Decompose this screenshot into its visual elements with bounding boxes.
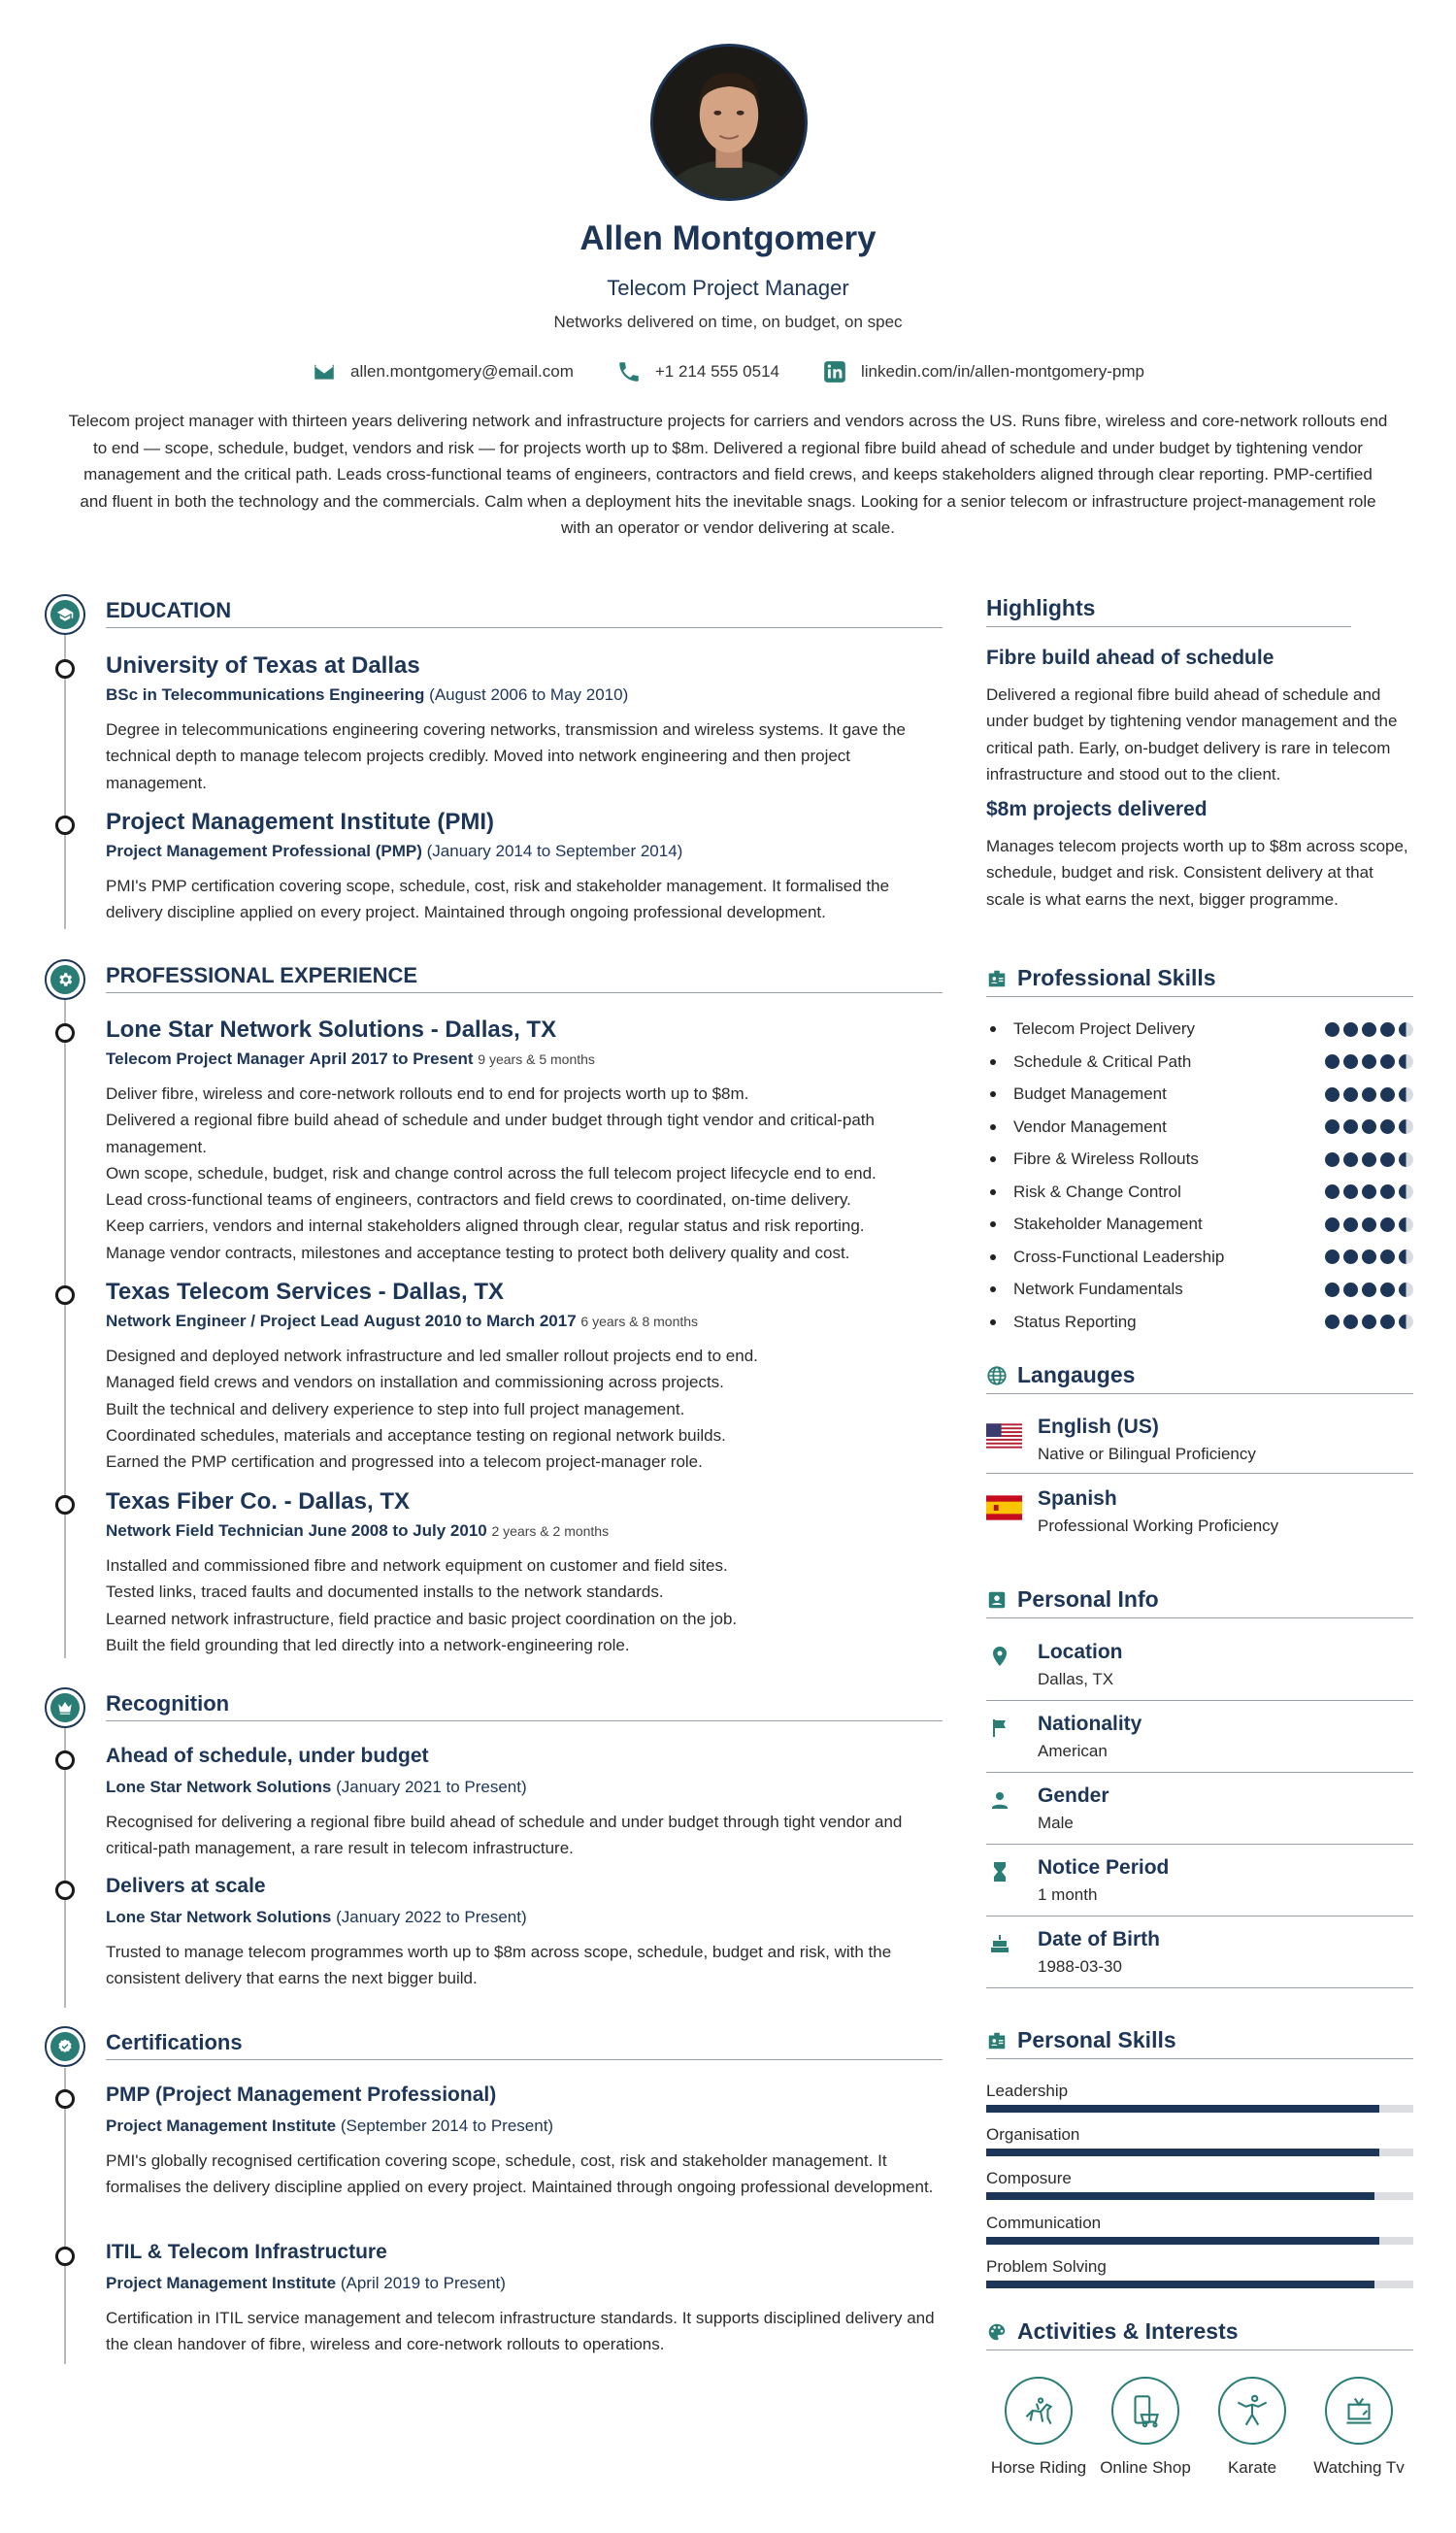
personal-skill-name: Communication xyxy=(986,2213,1102,2232)
interest-label: Karate xyxy=(1227,2458,1277,2477)
recognition-org: Lone Star Network Solutions xyxy=(106,1778,332,1796)
professional-skill-row xyxy=(986,1309,1413,1336)
rating-dot xyxy=(1362,1250,1376,1264)
education-dates: (August 2006 to May 2010) xyxy=(429,685,629,704)
person-icon xyxy=(988,1788,1011,1812)
personal-skill xyxy=(986,2125,1413,2156)
experience-bullet: Manage vendor contracts, milestones and acceptance testing to protect both delivery quality and cost. xyxy=(106,1243,850,1262)
timeline-line-certifications xyxy=(64,2068,66,2364)
timeline-dot xyxy=(55,816,75,835)
tv-icon xyxy=(1339,2390,1379,2431)
education-entry xyxy=(106,809,943,926)
professional-skill-name: Schedule & Critical Path xyxy=(1013,1051,1192,1071)
skill-bar-fill xyxy=(986,2192,1374,2200)
rating-dot xyxy=(1380,1022,1395,1037)
experience-role: Telecom Project Manager xyxy=(106,1050,305,1068)
rating-dot xyxy=(1399,1250,1413,1264)
skill-bar-fill xyxy=(986,2281,1374,2288)
bullet xyxy=(990,1221,996,1227)
gear-icon xyxy=(56,971,74,988)
recognition-entry xyxy=(106,1745,943,1862)
personal-info-value: Male xyxy=(1038,1814,1074,1832)
experience-entry xyxy=(106,1488,943,1658)
rating-dot xyxy=(1325,1250,1340,1264)
experience-bullet: Learned network infrastructure, field practice and basic project coordination on the job. xyxy=(106,1609,738,1628)
rating-dot xyxy=(1343,1022,1358,1037)
personal-skill-name: Leadership xyxy=(986,2082,1069,2100)
professional-skill-row xyxy=(986,1244,1413,1271)
bullet xyxy=(990,1286,996,1292)
experience-title: PROFESSIONAL EXPERIENCE xyxy=(106,963,943,993)
email-icon xyxy=(312,359,337,384)
certification-title: PMP (Project Management Professional) xyxy=(106,2083,497,2106)
rating-dot xyxy=(1362,1152,1376,1167)
language-name: English (US) xyxy=(1038,1416,1159,1438)
rating-dot xyxy=(1399,1087,1413,1102)
recognition-dates: (January 2021 to Present) xyxy=(336,1778,527,1796)
rating-dot xyxy=(1380,1087,1395,1102)
professional-skill-name: Risk & Change Control xyxy=(1013,1182,1181,1201)
education-degree: Project Management Professional (PMP) xyxy=(106,842,422,860)
professional-skill-name: Stakeholder Management xyxy=(1013,1215,1203,1233)
education-description: PMI's PMP certification covering scope, schedule, cost, risk and stakeholder management. It formalised the delivery discipline applied on every project. Maintained through ongoing professional development. xyxy=(106,877,890,922)
rating-dot xyxy=(1399,1054,1413,1069)
certification-description: Certification in ITIL service management and telecom infrastructure standards. It supports disciplined delivery and the clean handover of fibre, wireless and core-network rollouts to operations. xyxy=(106,2309,935,2354)
linkedin-icon xyxy=(822,359,847,384)
rating-dot xyxy=(1380,1315,1395,1329)
bullet xyxy=(990,1254,996,1260)
rating-dot xyxy=(1325,1184,1340,1199)
language-level: Native or Bilingual Proficiency xyxy=(1038,1445,1256,1463)
contact-bar xyxy=(0,359,1456,384)
interest-label: Online Shop xyxy=(1100,2458,1191,2477)
rating-dot xyxy=(1362,1087,1376,1102)
rating-dot xyxy=(1399,1217,1413,1232)
experience-role: Network Engineer / Project Lead xyxy=(106,1312,359,1330)
candidate-name: Allen Montgomery xyxy=(579,219,877,257)
personal-skill-name: Organisation xyxy=(986,2125,1080,2145)
professional-skill-name: Vendor Management xyxy=(1013,1117,1167,1136)
skill-rating xyxy=(1325,1022,1413,1037)
crown-icon xyxy=(56,1699,74,1716)
skill-rating xyxy=(1325,1250,1413,1264)
experience-dates: August 2010 to March 2017 xyxy=(363,1312,577,1330)
certifications-section-icon xyxy=(45,2026,85,2067)
personal-skill xyxy=(986,2257,1413,2288)
rating-dot xyxy=(1380,1217,1395,1232)
experience-bullet: Own scope, schedule, budget, risk and change control across the full telecom project lifecycle end to end. xyxy=(106,1163,877,1183)
education-section-icon xyxy=(45,594,85,635)
timeline-dot xyxy=(55,1285,75,1305)
professional-skill-name: Telecom Project Delivery xyxy=(1013,1019,1196,1038)
bullet xyxy=(990,1156,996,1162)
personal-info-label: Date of Birth xyxy=(1038,1928,1160,1950)
personal-info-label: Nationality xyxy=(1038,1713,1142,1735)
rating-dot xyxy=(1325,1054,1340,1069)
certification-title: ITIL & Telecom Infrastructure xyxy=(106,2241,387,2263)
personal-info-label: Location xyxy=(1038,1641,1123,1663)
education-degree: BSc in Telecommunications Engineering xyxy=(106,685,425,704)
rating-dot xyxy=(1343,1250,1358,1264)
contact-card-icon xyxy=(986,1589,1008,1611)
personal-info-location xyxy=(986,1637,1413,1701)
skill-rating xyxy=(1325,1184,1413,1199)
interests-title-text: Activities & Interests xyxy=(1017,2318,1239,2344)
skill-bar-fill xyxy=(986,2237,1379,2245)
personal-info-label: Gender xyxy=(1038,1784,1109,1807)
personal-skill xyxy=(986,2169,1413,2200)
interest-label: Horse Riding xyxy=(990,2458,1087,2477)
rating-dot xyxy=(1399,1315,1413,1329)
rating-dot xyxy=(1380,1283,1395,1297)
experience-entry xyxy=(106,1279,943,1475)
professional-skill-name: Fibre & Wireless Rollouts xyxy=(1013,1150,1199,1168)
certification-dates: (April 2019 to Present) xyxy=(340,2274,506,2292)
highlight-title: Fibre build ahead of schedule xyxy=(986,647,1274,669)
professional-skill-row xyxy=(986,1049,1413,1076)
experience-bullet: Coordinated schedules, materials and acceptance testing on regional network builds. xyxy=(106,1425,726,1445)
experience-bullets xyxy=(106,1081,943,1266)
timeline-line-experience xyxy=(64,998,66,1658)
rating-dot xyxy=(1399,1184,1413,1199)
professional-skill-name: Network Fundamentals xyxy=(1013,1280,1183,1298)
highlight-description: Manages telecom projects worth up to $8m across scope, schedule, budget and risk. Consistent delivery at that scale is what earns the next, bigger programme. xyxy=(986,837,1408,909)
rating-dot xyxy=(1399,1119,1413,1134)
professional-skills-title-text: Professional Skills xyxy=(1017,965,1216,990)
personal-skill-name: Problem Solving xyxy=(986,2256,1107,2276)
personal-info-nationality xyxy=(986,1709,1413,1773)
professional-skill-name: Budget Management xyxy=(1013,1084,1167,1103)
phone-text: +1 214 555 0514 xyxy=(654,362,779,381)
skill-rating xyxy=(1325,1054,1413,1069)
language-item xyxy=(986,1410,1413,1474)
experience-bullets xyxy=(106,1343,943,1475)
education-entry xyxy=(106,652,943,796)
certification-org: Project Management Institute xyxy=(106,2116,337,2135)
experience-bullet: Managed field crews and vendors on installation and commissioning across projects. xyxy=(106,1373,724,1392)
language-level: Professional Working Proficiency xyxy=(1038,1516,1279,1535)
rating-dot xyxy=(1362,1022,1376,1037)
experience-duration: 6 years & 8 months xyxy=(580,1314,699,1329)
rating-dot xyxy=(1399,1283,1413,1297)
rating-dot xyxy=(1325,1217,1340,1232)
interest-horse-riding xyxy=(980,2377,1097,2478)
us-flag-icon xyxy=(986,1423,1022,1449)
highlight-title: $8m projects delivered xyxy=(986,798,1208,820)
experience-dates: April 2017 to Present xyxy=(309,1050,474,1068)
rating-dot xyxy=(1343,1283,1358,1297)
education-org: University of Texas at Dallas xyxy=(106,652,420,679)
education-org: Project Management Institute (PMI) xyxy=(106,809,495,835)
rating-dot xyxy=(1362,1119,1376,1134)
personal-info-title-text: Personal Info xyxy=(1017,1586,1159,1612)
horse-riding-icon xyxy=(1018,2390,1059,2431)
timeline-dot xyxy=(55,2247,75,2266)
skill-bar xyxy=(986,2237,1413,2245)
education-title: EDUCATION xyxy=(106,598,943,628)
professional-skill-row xyxy=(986,1146,1413,1173)
rating-dot xyxy=(1343,1184,1358,1199)
rating-dot xyxy=(1362,1184,1376,1199)
bullet xyxy=(990,1319,996,1325)
bullet xyxy=(990,1091,996,1097)
certification-entry xyxy=(106,2083,943,2201)
recognition-item-title: Ahead of schedule, under budget xyxy=(106,1745,429,1767)
certification-entry xyxy=(106,2241,943,2358)
experience-org: Texas Fiber Co. - Dallas, TX xyxy=(106,1488,410,1515)
badge-check-icon xyxy=(56,2038,74,2055)
phone-icon xyxy=(616,359,642,384)
language-name: Spanish xyxy=(1038,1487,1117,1510)
rating-dot xyxy=(1380,1184,1395,1199)
rating-dot xyxy=(1325,1315,1340,1329)
experience-bullet: Built the technical and delivery experience to step into full project management. xyxy=(106,1399,685,1418)
professional-skill-name: Status Reporting xyxy=(1013,1312,1137,1331)
personal-info-value: 1988-03-30 xyxy=(1038,1957,1122,1976)
rating-dot xyxy=(1362,1315,1376,1329)
personal-skills-title xyxy=(986,2027,1413,2059)
skill-rating xyxy=(1325,1087,1413,1102)
rating-dot xyxy=(1325,1119,1340,1134)
interest-label: Watching Tv xyxy=(1313,2458,1405,2477)
interest-online-shop xyxy=(1087,2377,1204,2478)
interests-title xyxy=(986,2318,1413,2350)
profile-summary: Telecom project manager with thirteen years delivering network and infrastructure projects for carriers and vendors across the US. Runs fibre, wireless and core-network rollouts end to end — scope, schedule, budget, vendors and risk — for projects worth up to $8m. Delivered a regional fibre build ahead of schedule and under budget by tightening vendor management and the critical path. Leads cross-functional teams of engineers, contractors and field crews, and keeps stakeholders aligned through clear reporting. PMP-certified and fluent in both the technology and the commercials. Calm when a deployment hits the inevitable snags. Looking for a senior telecom or infrastructure project-management role with an operator or vendor delivering at scale. xyxy=(68,412,1388,537)
rating-dot xyxy=(1343,1087,1358,1102)
personal-info-value: American xyxy=(1038,1742,1108,1760)
experience-duration: 9 years & 5 months xyxy=(478,1051,595,1067)
online-shop-icon xyxy=(1125,2390,1166,2431)
skill-bar-fill xyxy=(986,2149,1379,2156)
personal-info-label: Notice Period xyxy=(1038,1856,1170,1879)
language-item xyxy=(986,1482,1413,1546)
rating-dot xyxy=(1343,1054,1358,1069)
spain-flag-icon xyxy=(986,1495,1022,1520)
hourglass-icon xyxy=(988,1860,1011,1883)
rating-dot xyxy=(1362,1217,1376,1232)
education-description: Degree in telecommunications engineering covering networks, transmission and wireless systems. It gave the technical depth to manage telecom projects credibly. Moved into network engineering and then project management. xyxy=(106,720,906,792)
timeline-dot xyxy=(55,1881,75,1900)
personal-skill xyxy=(986,2082,1413,2113)
personal-info-value: 1 month xyxy=(1038,1885,1098,1904)
recognition-title: Recognition xyxy=(106,1691,943,1721)
professional-skills-title xyxy=(986,965,1413,997)
personal-skills-title-text: Personal Skills xyxy=(1017,2027,1176,2052)
bullet xyxy=(990,1059,996,1065)
experience-org: Texas Telecom Services - Dallas, TX xyxy=(106,1279,504,1305)
timeline-dot xyxy=(55,1495,75,1515)
skill-rating xyxy=(1325,1119,1413,1134)
languages-title-text: Langauges xyxy=(1017,1362,1136,1387)
experience-bullet: Lead cross-functional teams of engineers, contractors and field crews to coordinated, on-time delivery. xyxy=(106,1190,851,1210)
skill-bar xyxy=(986,2105,1413,2113)
email-text: allen.montgomery@email.com xyxy=(350,362,574,381)
recognition-section-icon xyxy=(45,1687,85,1728)
skill-bar xyxy=(986,2149,1413,2156)
professional-skill-name: Cross-Functional Leadership xyxy=(1013,1247,1225,1266)
highlights-title-text: Highlights xyxy=(986,595,1096,620)
highlight-description: Delivered a regional fibre build ahead of schedule and under budget by tightening vendor management and the critical path. Early, on-budget delivery is rare in telecom infrastructure and stood out to the client. xyxy=(986,685,1398,783)
personal-info-value: Dallas, TX xyxy=(1038,1670,1114,1688)
personal-info-date-of-birth xyxy=(986,1924,1413,1988)
rating-dot xyxy=(1343,1315,1358,1329)
personal-info-notice-period xyxy=(986,1852,1413,1916)
skill-bar xyxy=(986,2192,1413,2200)
professional-skill-row xyxy=(986,1179,1413,1206)
rating-dot xyxy=(1380,1152,1395,1167)
experience-entry xyxy=(106,1017,943,1266)
professional-skill-row xyxy=(986,1211,1413,1238)
personal-skill-name: Composure xyxy=(986,2169,1072,2188)
skill-rating xyxy=(1325,1283,1413,1297)
certifications-title: Certifications xyxy=(106,2030,943,2060)
experience-bullet: Earned the PMP certification and progressed into a telecom project-manager role. xyxy=(106,1452,703,1472)
profile-photo xyxy=(650,44,808,201)
karate-icon xyxy=(1232,2390,1273,2431)
experience-bullet: Tested links, traced faults and documented installs to the network standards. xyxy=(106,1583,664,1602)
rating-dot xyxy=(1380,1054,1395,1069)
cake-icon xyxy=(988,1932,1011,1955)
experience-duration: 2 years & 2 months xyxy=(491,1523,610,1539)
contact-linkedin[interactable] xyxy=(822,359,1144,384)
bullet xyxy=(990,1189,996,1195)
experience-bullet: Deliver fibre, wireless and core-network rollouts end to end for projects worth up to $8m. xyxy=(106,1084,749,1103)
skill-bar-fill xyxy=(986,2105,1379,2113)
contact-phone[interactable] xyxy=(616,359,779,384)
flag-icon xyxy=(988,1716,1011,1740)
rating-dot xyxy=(1399,1152,1413,1167)
recognition-org: Lone Star Network Solutions xyxy=(106,1908,332,1926)
education-dates: (January 2014 to September 2014) xyxy=(426,842,683,860)
rating-dot xyxy=(1325,1283,1340,1297)
certification-dates: (September 2014 to Present) xyxy=(340,2116,554,2135)
rating-dot xyxy=(1325,1022,1340,1037)
personal-info-title xyxy=(986,1586,1413,1618)
skill-bar xyxy=(986,2281,1413,2288)
timeline-dot xyxy=(55,1023,75,1043)
experience-bullet: Delivered a regional fibre build ahead of schedule and under budget through tight vendor and critical-path management. xyxy=(106,1111,875,1156)
experience-bullet: Installed and commissioned fibre and network equipment on customer and field sites. xyxy=(106,1556,728,1575)
experience-bullet: Keep carriers, vendors and internal stakeholders aligned through clear, regular status and risk reporting. xyxy=(106,1217,865,1236)
professional-skill-row xyxy=(986,1081,1413,1108)
globe-icon xyxy=(986,1365,1008,1386)
recognition-description: Trusted to manage telecom programmes worth up to $8m across scope, schedule, budget and risk, with the consistent delivery that earns the next bigger build. xyxy=(106,1943,892,1988)
personal-info-gender xyxy=(986,1781,1413,1845)
candidate-tagline: Networks delivered on time, on budget, on spec xyxy=(553,313,903,331)
location-pin-icon xyxy=(988,1645,1011,1668)
graduation-cap-icon xyxy=(56,606,74,623)
professional-skill-row xyxy=(986,1016,1413,1043)
skill-rating xyxy=(1325,1152,1413,1167)
certification-org: Project Management Institute xyxy=(106,2274,337,2292)
experience-section-icon xyxy=(45,959,85,1000)
rating-dot xyxy=(1343,1217,1358,1232)
rating-dot xyxy=(1343,1152,1358,1167)
interest-karate xyxy=(1194,2377,1310,2478)
linkedin-text: linkedin.com/in/allen-montgomery-pmp xyxy=(860,362,1144,381)
rating-dot xyxy=(1343,1119,1358,1134)
experience-bullet: Built the field grounding that led directly into a network-engineering role. xyxy=(106,1635,630,1654)
experience-role: Network Field Technician xyxy=(106,1521,304,1540)
id-badge-icon xyxy=(986,2030,1008,2051)
skill-rating xyxy=(1325,1217,1413,1232)
contact-email[interactable] xyxy=(312,359,574,384)
professional-skill-row xyxy=(986,1114,1413,1141)
timeline-dot xyxy=(55,1750,75,1770)
recognition-item-title: Delivers at scale xyxy=(106,1875,266,1897)
recognition-description: Recognised for delivering a regional fibre build ahead of schedule and under budget through tight vendor and critical-path management, a rare result in telecom infrastructure. xyxy=(106,1813,903,1858)
bullet xyxy=(990,1124,996,1130)
languages-title xyxy=(986,1362,1413,1394)
rating-dot xyxy=(1399,1022,1413,1037)
timeline-dot xyxy=(55,659,75,679)
certification-description: PMI's globally recognised certification covering scope, schedule, cost, risk and stakeholder management. It formalises the delivery discipline applied on every project. Maintained through ongoing professional development. xyxy=(106,2151,934,2197)
rating-dot xyxy=(1325,1152,1340,1167)
recognition-dates: (January 2022 to Present) xyxy=(336,1908,527,1926)
highlights-title xyxy=(986,595,1351,627)
rating-dot xyxy=(1362,1054,1376,1069)
rating-dot xyxy=(1380,1250,1395,1264)
rating-dot xyxy=(1362,1283,1376,1297)
rating-dot xyxy=(1380,1119,1395,1134)
experience-org: Lone Star Network Solutions - Dallas, TX xyxy=(106,1017,557,1043)
experience-dates: June 2008 to July 2010 xyxy=(308,1521,487,1540)
professional-skill-row xyxy=(986,1276,1413,1303)
rating-dot xyxy=(1325,1087,1340,1102)
skill-rating xyxy=(1325,1315,1413,1329)
interest-watching-tv xyxy=(1301,2377,1417,2478)
bullet xyxy=(990,1026,996,1032)
experience-bullets xyxy=(106,1552,943,1658)
experience-bullet: Designed and deployed network infrastructure and led smaller rollout projects end to end. xyxy=(106,1347,758,1365)
id-badge-icon xyxy=(986,968,1008,989)
personal-skill xyxy=(986,2214,1413,2245)
timeline-dot xyxy=(55,2089,75,2109)
candidate-role: Telecom Project Manager xyxy=(607,276,849,300)
palette-icon xyxy=(986,2321,1008,2343)
recognition-entry xyxy=(106,1875,943,1992)
